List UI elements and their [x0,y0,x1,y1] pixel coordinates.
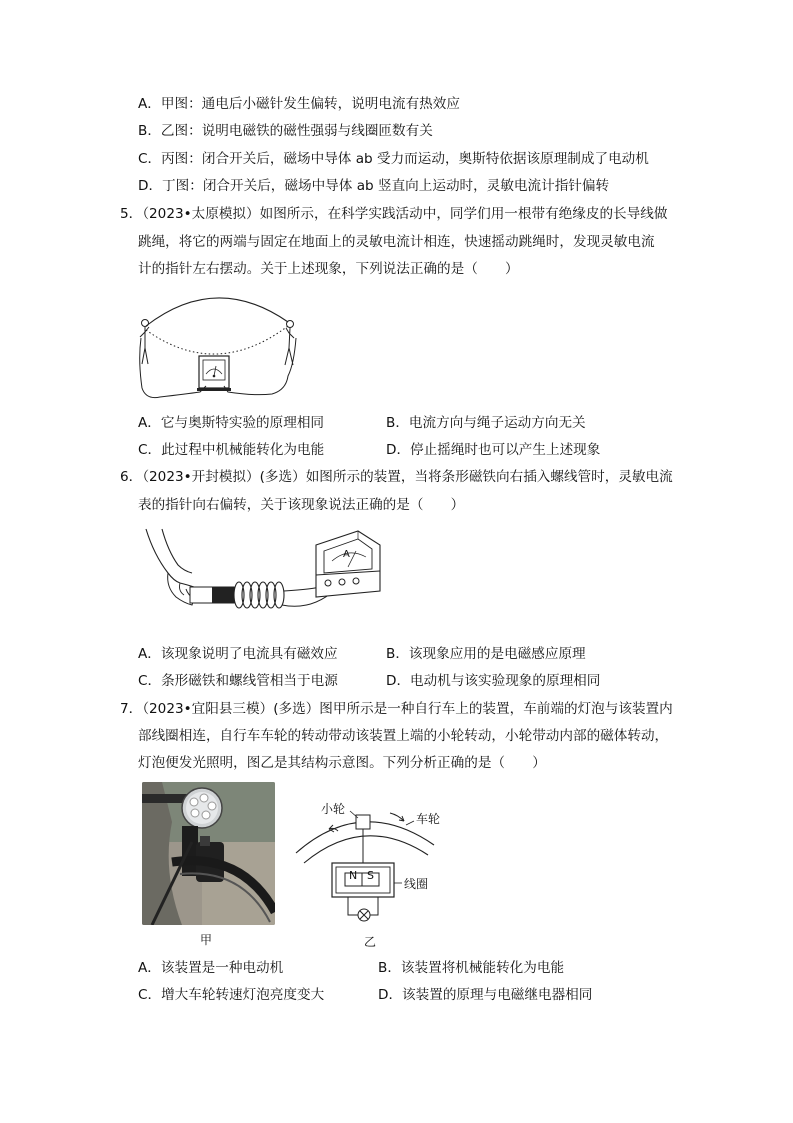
q7-bicycle-dynamo-photo [142,782,275,925]
q6-option-d: D．电动机与该实验现象的原理相同 [386,673,601,689]
q6-option-c: C．条形磁铁和螺线管相当于电源 [138,673,338,689]
q7-label-s-pole: S [367,869,374,882]
q5-option-c: C．此过程中机械能转化为电能 [138,442,325,458]
q4-option-c: C．丙图：闭合开关后，磁场中导体 ab 受力而运动，奥斯特依据该原理制成了电动机 [138,151,649,167]
q6-stem-line-2: 表的指针向右偏转，关于该现象说法正确的是（ ） [138,497,465,513]
q5-option-b: B．电流方向与绳子运动方向无关 [386,415,586,431]
q7-stem-line-2: 部线圈相连，自行车车轮的转动带动该装置上端的小轮转动，小轮带动内部的磁体转动， [138,728,669,744]
q7-option-d: D．该装置的原理与电磁继电器相同 [378,987,593,1003]
q6-meter-label: A [343,549,350,560]
q5-option-d: D．停止摇绳时也可以产生上述现象 [386,442,601,458]
q5-option-a: A．它与奥斯特实验的原理相同 [138,415,325,431]
q7-stem-line-1: 7．（2023•宜阳县三模）(多选）图甲所示是一种自行车上的装置，车前端的灯泡与该装置内 [120,701,673,717]
q7-caption-yi: 乙 [364,935,377,949]
q7-stem-line-3: 灯泡便发光照明，图乙是其结构示意图。下列分析正确的是（ ） [138,755,546,771]
q6-option-a: A．该现象说明了电流具有磁效应 [138,646,338,662]
q6-option-b: B．该现象应用的是电磁感应原理 [386,646,586,662]
q4-option-b: B．乙图：说明电磁铁的磁性强弱与线圈匝数有关 [138,123,433,139]
q5-jump-rope-figure [136,290,311,405]
q5-stem-line-3: 计的指针左右摆动。关于上述现象，下列说法正确的是（ ） [138,261,519,277]
q7-option-b: B．该装置将机械能转化为电能 [378,960,565,976]
q7-caption-jia: 甲 [200,933,213,947]
q7-option-a: A．该装置是一种电动机 [138,960,284,976]
q5-stem-line-2: 跳绳，将它的两端与固定在地面上的灵敏电流计相连，快速摇动跳绳时，发现灵敏电流 [138,234,655,250]
q6-stem-line-1: 6．（2023•开封模拟）(多选）如图所示的装置，当将条形磁铁向右插入螺线管时，灵敏电流 [120,469,673,485]
q7-label-n-pole: N [349,869,358,882]
q5-stem-line-1: 5．（2023•太原模拟）如图所示，在科学实践活动中，同学们用一根带有绝缘皮的长导线做 [120,206,668,222]
q7-label-wheel: 车轮 [416,812,441,826]
q7-option-c: C．增大车轮转速灯泡亮度变大 [138,987,325,1003]
q7-label-coil: 线圈 [404,877,429,891]
q4-option-a: A．甲图：通电后小磁针发生偏转，说明电流有热效应 [138,96,460,112]
q4-option-d: D．丁图：闭合开关后，磁场中导体 ab 竖直向上运动时，灵敏电流计指针偏转 [138,178,610,194]
q6-solenoid-figure [144,525,384,630]
q7-label-small-wheel: 小轮 [321,802,346,816]
